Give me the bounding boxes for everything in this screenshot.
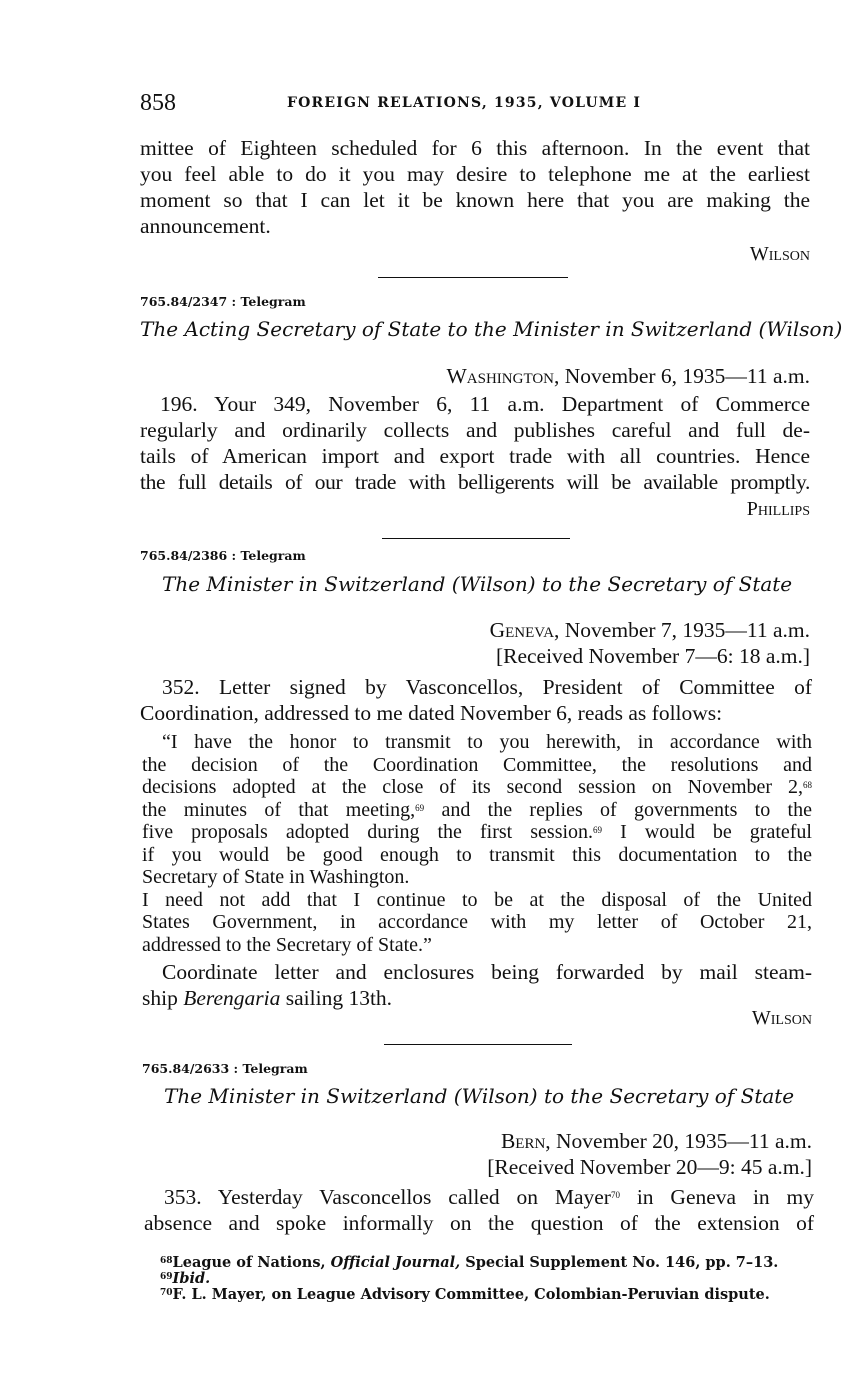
telegram-body	[140, 674, 812, 726]
footnote-ref: 70	[610, 1190, 620, 1200]
text-line: tails of American import and export trade with all countries. Hence	[140, 444, 810, 468]
text-line: ship Berengaria sailing 13th.	[142, 986, 393, 1010]
file-number: 765.84/2633 : Telegram	[142, 1061, 308, 1076]
document-heading: The Minister in Switzerland (Wilson) to the Secretary of State	[162, 572, 793, 596]
signature: Wilson	[751, 1007, 812, 1029]
text-line: 352. Letter signed by Vasconcellos, President of Committee of	[162, 675, 812, 699]
footnote: $^{68}$League of Nations, Official Journal, Special Supplement No. 146, pp. 7–13.	[160, 1254, 779, 1271]
quote-line: States Government, in accordance with my letter of October 21,	[142, 911, 812, 933]
dateline-place: Washington	[446, 364, 555, 388]
divider-rule	[382, 538, 570, 539]
quote-line: “I have the honor to transmit to you herewith, in accordance with	[162, 731, 812, 753]
quote-line: the minutes of that meeting,$^{69}$ and the replies of governments to the	[142, 798, 812, 821]
dateline	[380, 1128, 812, 1154]
file-number: 765.84/2386 : Telegram	[140, 548, 306, 563]
text-line: moment so that I can let it be known here that you are making the	[140, 188, 810, 212]
closing-paragraph	[142, 959, 812, 1011]
page-number: 858	[140, 90, 176, 116]
text-line: the full details of our trade with belligerents will be available promptly.	[140, 470, 810, 494]
dateline-date: , November 7, 1935—11 a.m.	[554, 618, 810, 642]
footnote: $^{69}$Ibid.	[160, 1270, 211, 1287]
text-line: you feel able to do it you may desire to telephone me at the earliest	[140, 162, 810, 186]
document-heading: The Acting Secretary of State to the Minister in Switzerland (Wilson)	[140, 317, 843, 341]
text-line: Coordinate letter and enclosures being forwarded by mail steam-	[162, 960, 812, 984]
dateline	[380, 617, 810, 643]
quote-line: addressed to the Secretary of State.”	[142, 933, 432, 956]
footnotes	[160, 1255, 820, 1303]
telegram-body	[144, 1184, 814, 1236]
telegram-body	[140, 391, 810, 495]
received-line: [Received November 20—9: 45 a.m.]	[487, 1155, 812, 1179]
quote-line: decisions adopted at the close of its second session on November 2,68	[142, 776, 812, 798]
text-line: mittee of Eighteen scheduled for 6 this afternoon. In the event that	[140, 136, 810, 160]
document-heading: The Minister in Switzerland (Wilson) to the Secretary of State	[164, 1084, 795, 1108]
quote-line: Secretary of State in Washington.	[142, 866, 410, 888]
dateline-place: Geneva	[489, 618, 555, 642]
divider-rule	[378, 277, 568, 278]
dateline-date: , November 6, 1935—11 a.m.	[554, 364, 810, 388]
signature: Phillips	[746, 498, 810, 520]
text-line: 196. Your 349, November 6, 11 a.m. Department of Commerce	[160, 392, 810, 416]
footnote-ref: 68	[803, 780, 812, 790]
text-line: regularly and ordinarily collects and publishes careful and full de-	[140, 418, 810, 442]
quote-line: I need not add that I continue to be at the disposal of the United	[142, 888, 812, 911]
text-line: absence and spoke informally on the question of the extension of	[144, 1211, 814, 1235]
text-line: Coordination, addressed to me dated November 6, reads as follows:	[140, 701, 723, 725]
quote-line: five proposals adopted during the first session.$^{69}$ I would be grateful	[142, 821, 812, 843]
footnote: $^{70}$F. L. Mayer, on League Advisory Committee, Colombian-Peruvian dispute.	[160, 1286, 770, 1303]
divider-rule	[384, 1044, 572, 1045]
received-line: [Received November 7—6: 18 a.m.]	[495, 644, 810, 668]
ship-name: Berengaria	[183, 986, 281, 1010]
text-line: 353. Yesterday Vasconcellos called on Mayer$^{70}$ in Geneva in my	[164, 1185, 815, 1209]
footnote-ref: 69	[593, 825, 603, 835]
signature: Wilson	[749, 243, 810, 265]
quoted-letter	[142, 731, 812, 956]
running-title: FOREIGN RELATIONS, 1935, VOLUME I	[287, 95, 642, 111]
dateline	[380, 363, 810, 389]
dateline-place: Bern	[500, 1129, 546, 1153]
text-line: announcement.	[140, 214, 271, 238]
dateline-date: , November 20, 1935—11 a.m.	[545, 1129, 812, 1153]
footnote-ref: 69	[415, 802, 425, 813]
continuation-paragraph	[140, 135, 810, 239]
quote-line: if you would be good enough to transmit this documentation to the	[142, 843, 812, 866]
file-number: 765.84/2347 : Telegram	[140, 294, 306, 309]
quote-line: the decision of the Coordination Committee, the resolutions and	[142, 753, 812, 776]
